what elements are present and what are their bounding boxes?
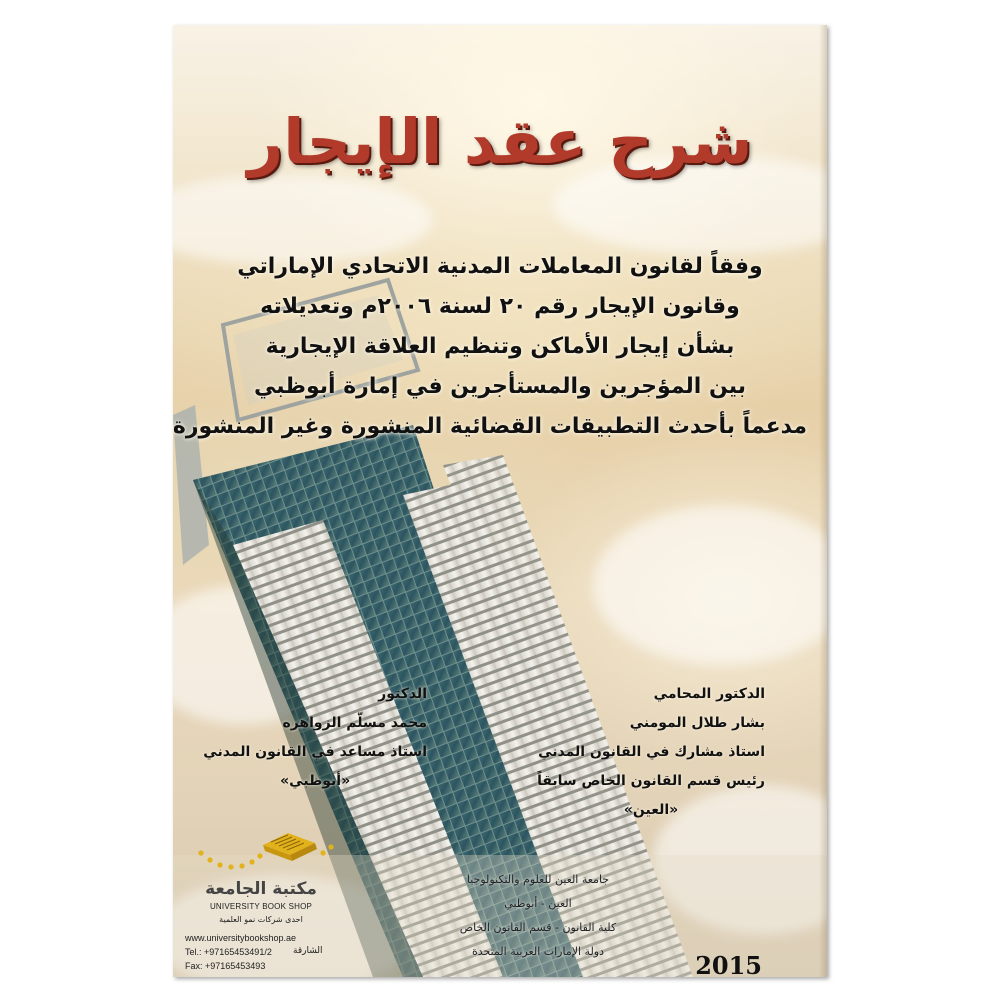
subtitle-line: بشأن إيجار الأماكن وتنظيم العلاقة الإيجارية [265,334,735,359]
book-title: شرح عقد الإيجار [247,105,753,178]
author-first [537,680,765,825]
university-affiliation [423,868,653,964]
publisher-name-arabic: مكتبة الجامعة [205,879,317,899]
university-line: العين - أبوظبي [504,897,572,910]
author-line: محمد مسلّم الزواهره [282,715,427,731]
university-line: دولة الإمارات العربية المتحدة [471,945,605,958]
book-cover [173,25,827,977]
author-line: بشار طلال المومني [629,715,765,731]
author-line: «العين» [623,802,679,818]
subtitle-line: وفقاً لقانون المعاملات المدنية الاتحادي الإماراتي [237,254,763,279]
publisher-tagline: احدى شركات نمو العلمية [219,915,303,924]
publisher-fax: Fax: +97165453493 [185,961,266,971]
subtitle-line: بين المؤجرين والمستأجرين في إمارة أبوظبي [253,374,747,399]
open-book-logo-icon [193,815,353,879]
subtitle-line: وقانون الإيجار رقم ٢٠ لسنة ٢٠٠٦م وتعديلاته [260,294,740,319]
publisher-phone: Tel.: +97165453491/2 [185,947,272,957]
publisher-website: www.universitybookshop.ae [185,933,297,943]
subtitle-line: مدعماً بأحدث التطبيقات القضائية المنشورة وغير المنشورة [173,414,807,439]
university-line: جامعة العين للعلوم والتكنولوجيا [466,873,610,886]
author-line: «أبوظبي» [280,773,351,789]
cover-edge [819,25,827,977]
publisher-city: الشارقة [293,946,323,956]
author-line: استاذ مشارك في القانون المدني [538,744,765,760]
book-subtitle [173,247,807,447]
author-second [203,680,427,796]
publisher-name-english: UNIVERSITY BOOK SHOP [209,902,313,911]
author-line: الدكتور المحامي [653,686,765,702]
university-line: كلية القانون - قسم القانون الخاص [459,921,617,934]
author-line: رئيس قسم القانون الخاص سابقاً [537,773,765,789]
author-line: الدكتور [378,686,427,702]
publication-year: 2015 [695,951,762,977]
author-line: استاذ مساعد في القانون المدني [203,744,427,760]
